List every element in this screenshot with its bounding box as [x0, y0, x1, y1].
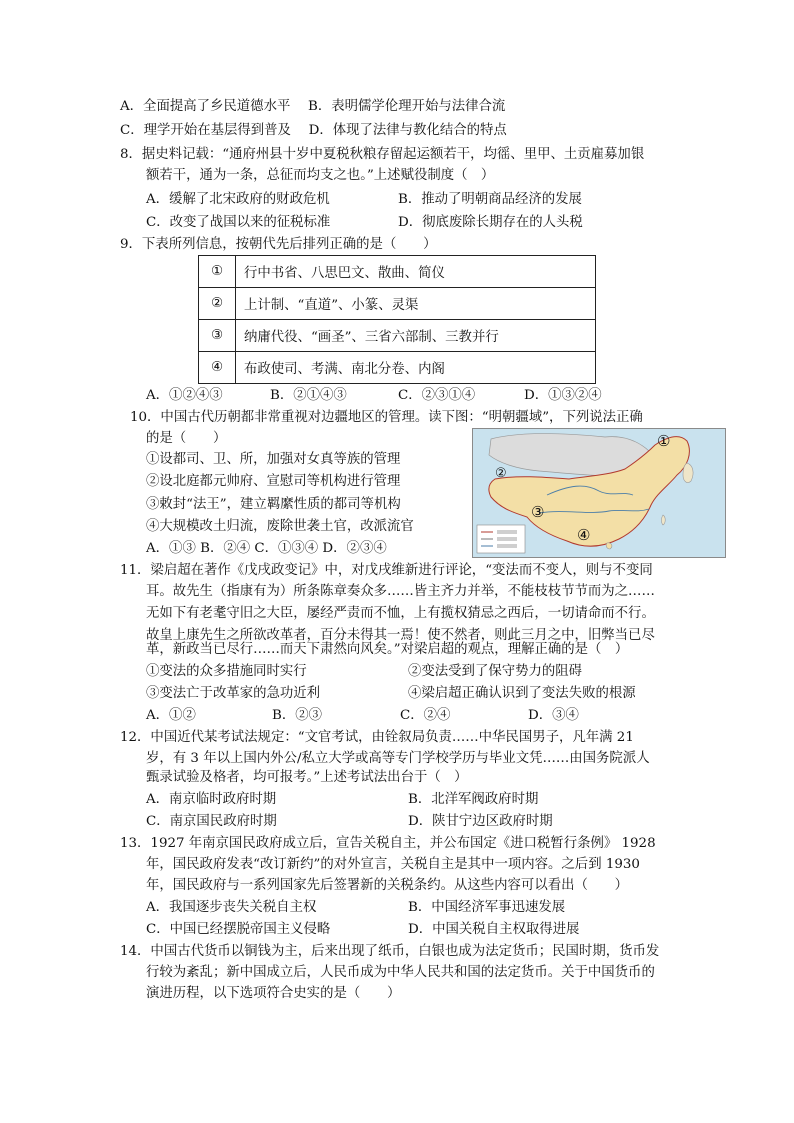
q13-option-d: D．中国关税自主权取得进展: [408, 922, 580, 937]
q12-option-a: A．南京临时政府时期: [146, 792, 277, 807]
q12-option-b: B．北洋军阀政府时期: [408, 792, 539, 807]
q10-options: A．①③ B．②④ C．①③④ D．②③④: [146, 541, 387, 556]
q9-option-d: D．①③②④: [524, 388, 602, 403]
q11-item-1: ①变法的众多措施同时实行: [146, 664, 307, 679]
q13-stem-3: 年，国民政府与一系列国家先后签署新的关税条约。从这些内容可以看出（ ）: [146, 878, 629, 893]
q8-stem-2: 额若干，通为一条，总征而均支之也。”上述赋役制度（ ）: [146, 168, 495, 183]
q11-stem-2: 耳。故先生（指康有为）所条陈章奏众多……皆主齐力并举，不能枝枝节节而为之……: [146, 584, 655, 599]
q13-option-a: A．我国逐步丧失关税自主权: [146, 900, 317, 915]
table-row: [199, 288, 596, 320]
q11-item-2: ②变法受到了保守势力的阻碍: [408, 664, 583, 679]
table-cell-text: 上计制、“直道”、小篆、灵渠: [236, 288, 596, 320]
table-row: [199, 256, 596, 288]
q11-option-b: B．②③: [272, 708, 323, 723]
q9-stem: 9．下表所列信息，按朝代先后排列正确的是（ ）: [120, 237, 437, 252]
q8-option-b: B．推动了明朝商品经济的发展: [398, 192, 582, 207]
q10-item-1: ①设都司、卫、所，加强对女真等族的管理: [146, 452, 401, 467]
map-mark-4: ④: [577, 526, 591, 544]
table-cell-text: 行中书省、八思巴文、散曲、简仪: [236, 256, 596, 288]
q14-stem-3: 演进历程，以下选项符合史实的是（ ）: [146, 986, 401, 1001]
q14-stem-1: 14．中国古代货币以铜钱为主，后来出现了纸币，白银也成为法定货币；民国时期，货币发: [120, 944, 660, 959]
taiwan-island: [662, 515, 666, 525]
q13-stem-2: 年，国民政府发表“改订新约”的对外宣言，关税自主是其中一项内容。之后到 1930: [146, 857, 640, 872]
q9-option-c: C．②③①④: [398, 388, 476, 403]
q12-option-d: D．陕甘宁边区政府时期: [408, 814, 553, 829]
q12-stem-1: 12．中国近代某考试法规定：“文官考试，由铨叙局负责……中华民国男子，凡年满 21: [120, 730, 634, 745]
q10-item-2: ②设北庭都元帅府、宣慰司等机构进行管理: [146, 474, 401, 489]
q10-item-4: ④大规模改土归流，废除世袭土官，改派流官: [146, 519, 414, 534]
korea-peninsula: [683, 463, 693, 483]
map-mark-3: ③: [531, 503, 545, 521]
q11-stem-4: 故皇上康先生之所欲改革者，百分未得其一焉！使不然者，则此三月之中，旧弊当已尽: [146, 628, 655, 643]
table-row: [199, 320, 596, 352]
q11-option-a: A．①②: [146, 708, 196, 723]
q10-item-3: ③敕封“法王”，建立羁縻性质的都司等机构: [146, 497, 401, 512]
map-mark-2: ②: [495, 466, 507, 481]
ming-territory-map: [472, 428, 726, 558]
q8-option-d: D．彻底废除长期存在的人头税: [398, 215, 583, 230]
q11-option-c: C．②④: [400, 708, 451, 723]
table-cell-num: ①: [199, 256, 236, 288]
q11-item-3: ③变法亡于改革家的急功近利: [146, 686, 321, 701]
map-graphic: [473, 429, 725, 557]
legend-swatch: [497, 537, 517, 541]
q10-stem-2: 的是（ ）: [146, 431, 227, 446]
q9-option-a: A．①②④③: [146, 388, 223, 403]
legend-swatch: [497, 530, 517, 534]
map-mark-1: ①: [657, 432, 671, 450]
q13-stem-1: 13．1927 年南京国民政府成立后，宣告关税自主，并公布国定《进口税暂行条例》 1928: [120, 836, 656, 851]
q11-stem-1: 11．梁启超在著作《戊戌政变记》中，对戊戌维新进行评论，“变法而不变人，则与不变同: [120, 563, 653, 578]
q11-item-4: ④梁启超正确认识到了变法失败的根源: [408, 686, 636, 701]
table-cell-text: 纳庸代役、“画圣”、三省六部制、三教并行: [236, 320, 596, 352]
q11-stem-5: 革，新政当已尽行……而天下肃然向风矣。”对梁启超的观点，理解正确的是（ ）: [146, 642, 629, 657]
table-cell-text: 布政使司、考满、南北分卷、内阁: [236, 352, 596, 384]
hainan-island: [606, 543, 612, 549]
q10-stem-1: 10．中国古代历朝都非常重视对边疆地区的管理。读下图：“明朝疆域”，下列说法正确: [130, 410, 643, 425]
q11-stem-3: 无如下有老耄守旧之大臣，屡经严责而不恤，上有揽权猜忌之西后，一切请命而不行。: [146, 606, 655, 621]
q8-option-a: A．缓解了北宋政府的财政危机: [146, 192, 330, 207]
q7-options-cd: C．理学开始在基层得到普及 D．体现了法律与教化结合的特点: [120, 123, 507, 138]
q14-stem-2: 行较为紊乱；新中国成立后，人民币成为中华人民共和国的法定货币。关于中国货币的: [146, 965, 655, 980]
q13-option-c: C．中国已经摆脱帝国主义侵略: [146, 922, 331, 937]
q7-options-ab: A．全面提高了乡民道德水平 B．表明儒学伦理开始与法律合流: [120, 99, 506, 114]
q8-stem-1: 8．据史料记载：“通府州县十岁中夏税秋粮存留起运额若干，均徭、里甲、土贡雇募加银: [120, 147, 645, 162]
q12-option-c: C．南京国民政府时期: [146, 814, 277, 829]
q13-option-b: B．中国经济军事迅速发展: [408, 900, 566, 915]
table-cell-num: ②: [199, 288, 236, 320]
table-row: [199, 352, 596, 384]
q8-option-c: C．改变了战国以来的征税标准: [146, 215, 331, 230]
q12-stem-2: 岁，有 3 年以上国内外公/私立大学或高等专门学校学历与毕业文凭……由国务院派人: [146, 751, 650, 766]
q12-stem-3: 甄录试验及格者，均可报考。”上述考试法出台于（ ）: [146, 770, 468, 785]
legend-swatch: [497, 544, 517, 548]
q9-option-b: B．②①④③: [270, 388, 347, 403]
table-cell-num: ④: [199, 352, 236, 384]
table-cell-num: ③: [199, 320, 236, 352]
q11-option-d: D．③④: [528, 708, 579, 723]
q9-table: [198, 255, 596, 384]
